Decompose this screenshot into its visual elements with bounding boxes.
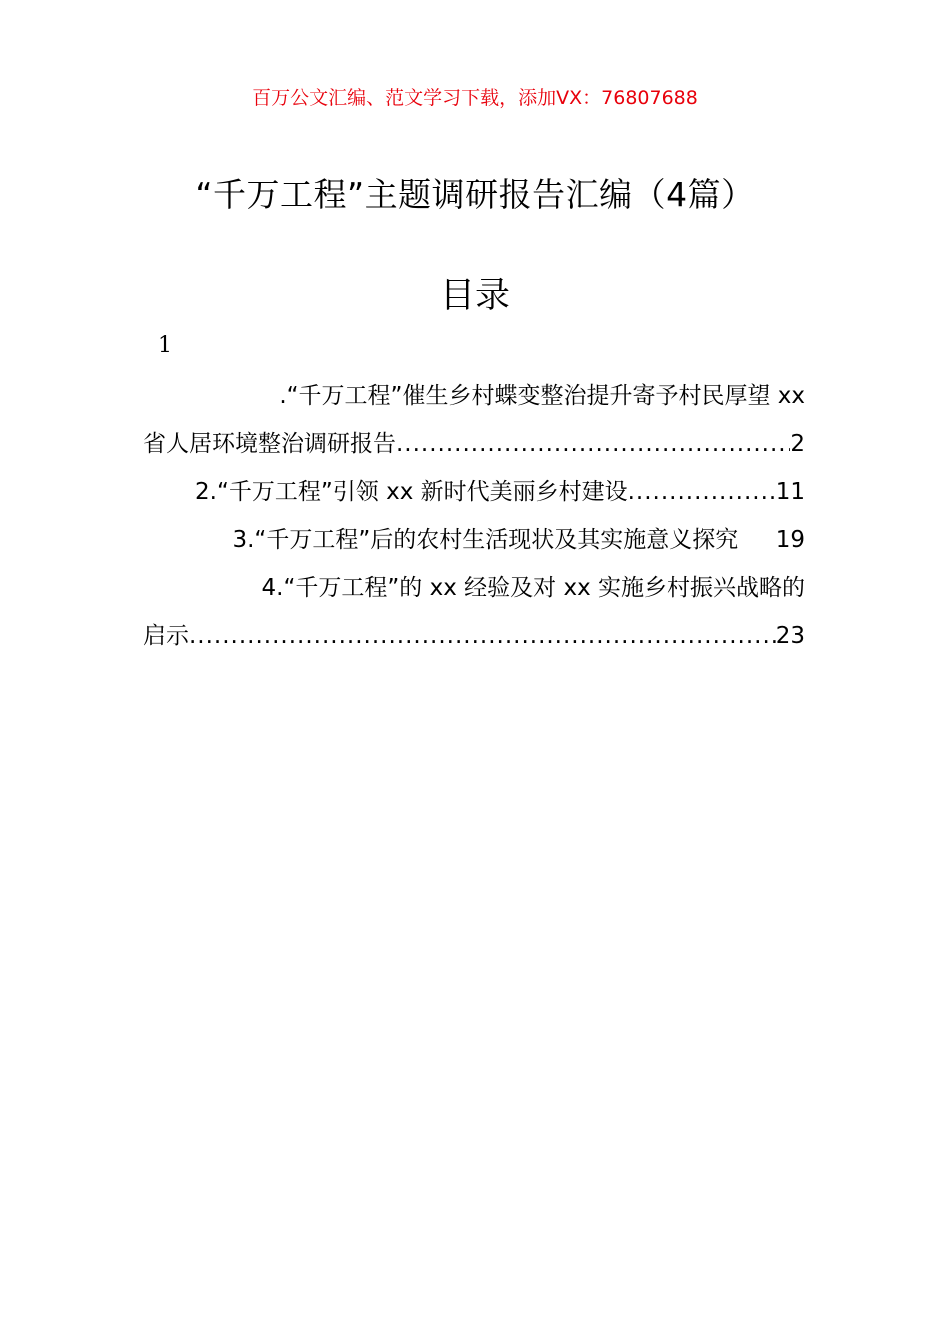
toc-page-number: 2 (790, 431, 805, 457)
toc-entry-title-cont: 省人居环境整治调研报告 (143, 431, 396, 457)
toc-entry-title: 3.“千万工程”后的农村生活现状及其实施意义探究 (232, 527, 739, 553)
toc-page-number: 19 (775, 527, 805, 553)
dot-leader (628, 474, 776, 522)
toc-entry-4[interactable] (143, 570, 805, 666)
toc-entry-line (143, 570, 805, 618)
dot-leader (189, 618, 776, 666)
toc-entry-3[interactable] (143, 522, 805, 570)
toc-page-number: 23 (775, 623, 805, 649)
toc-entry-line (143, 378, 805, 426)
toc-entry-line (143, 522, 805, 570)
stray-number: 1 (158, 333, 172, 358)
document-title: “千万工程”主题调研报告汇编（4篇） (195, 175, 755, 214)
dot-leader (396, 426, 790, 474)
toc-entry-title: 2.“千万工程”引领 xx 新时代美丽乡村建设 (195, 479, 628, 505)
toc-heading: 目录 (439, 276, 510, 316)
toc-entry-line (143, 618, 805, 666)
toc-entry-line (143, 474, 805, 522)
toc-entry-title-cont: 启示 (143, 623, 189, 649)
header-note: 百万公文汇编、范文学习下载，添加VX：76807688 (252, 87, 698, 109)
toc-entry-1[interactable] (143, 378, 805, 474)
toc-entry-title: 4.“千万工程”的 xx 经验及对 xx 实施乡村振兴战略的 (261, 575, 805, 601)
toc-entry-line (143, 426, 805, 474)
toc-entry-title: .“千万工程”催生乡村蝶变整治提升寄予村民厚望 xx (279, 383, 805, 409)
toc-page-number: 11 (775, 479, 805, 505)
table-of-contents (143, 378, 805, 666)
toc-entry-2[interactable] (143, 474, 805, 522)
